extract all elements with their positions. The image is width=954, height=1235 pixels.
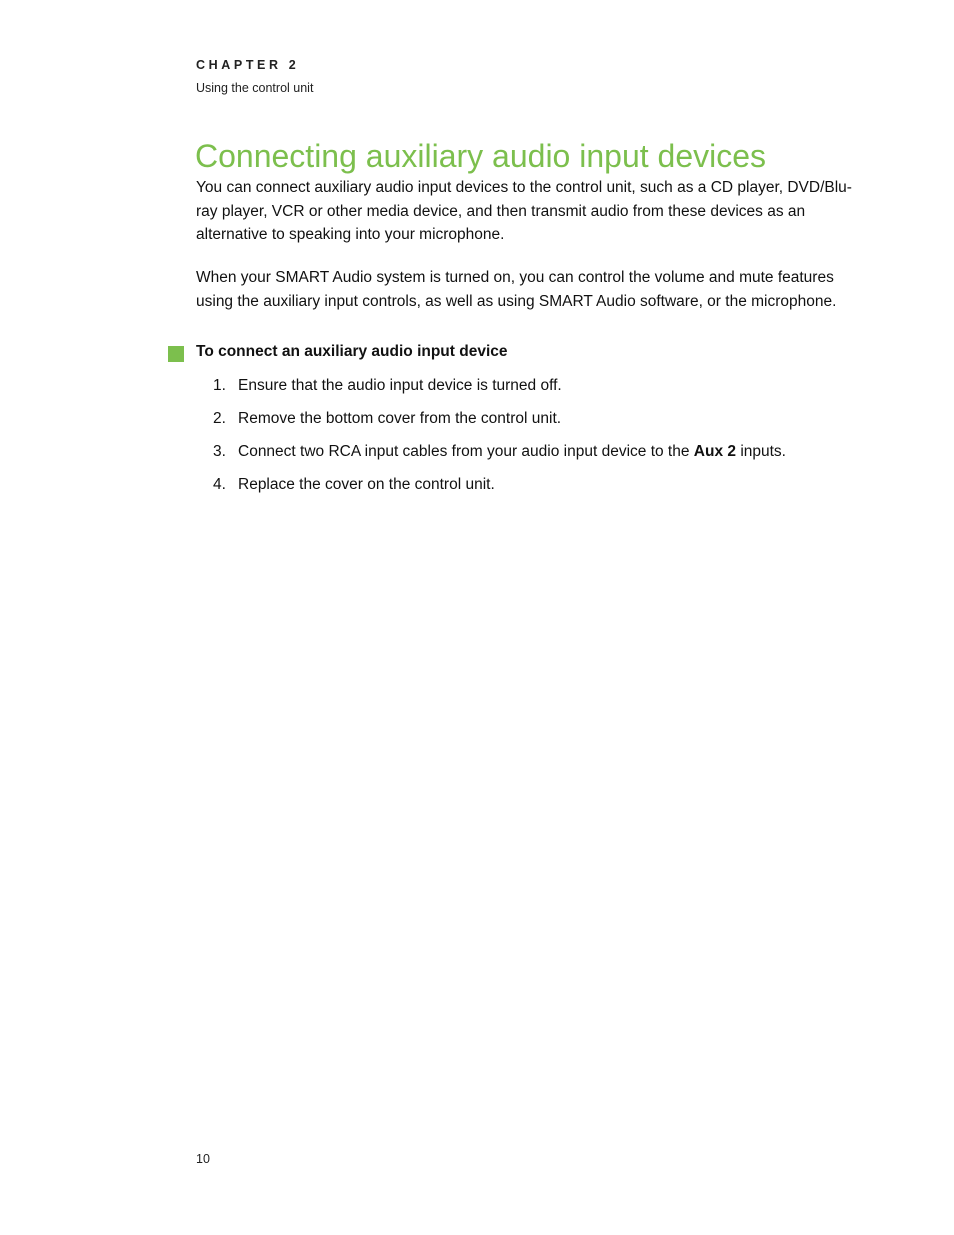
step-number: 1.	[213, 377, 226, 394]
step-text: Replace the cover on the control unit.	[238, 476, 495, 493]
procedure-heading: To connect an auxiliary audio input device	[196, 343, 508, 360]
controls-paragraph: When your SMART Audio system is turned on, you can control the volume and mute features using the auxiliary input controls, as well as using SMART Audio software, or the microphone.	[196, 269, 837, 310]
section-title: Connecting auxiliary audio input devices	[195, 138, 767, 174]
step-text: Ensure that the audio input device is turned off.	[238, 377, 562, 394]
step-text-before: Connect two RCA input cables from your audio input device to the	[238, 443, 694, 460]
chapter-label: CHAPTER 2	[196, 58, 300, 72]
step-text: Remove the bottom cover from the control unit.	[238, 410, 562, 427]
intro-paragraph: You can connect auxiliary audio input devices to the control unit, such as a CD player, DVD/Blu-ray player, VCR or other media device, and then transmit audio from these devices as an alternative to speaking into your microphone.	[196, 179, 852, 243]
step-text-after: inputs.	[736, 443, 786, 460]
aux-2-label: Aux 2	[693, 443, 737, 460]
page-number: 10	[196, 1152, 210, 1166]
step-number: 4.	[213, 476, 226, 493]
step-number: 3.	[213, 443, 226, 460]
procedure-square-icon	[168, 346, 184, 362]
step-text	[238, 440, 786, 463]
step-number: 2.	[213, 410, 226, 427]
chapter-subtitle: Using the control unit	[196, 81, 314, 95]
